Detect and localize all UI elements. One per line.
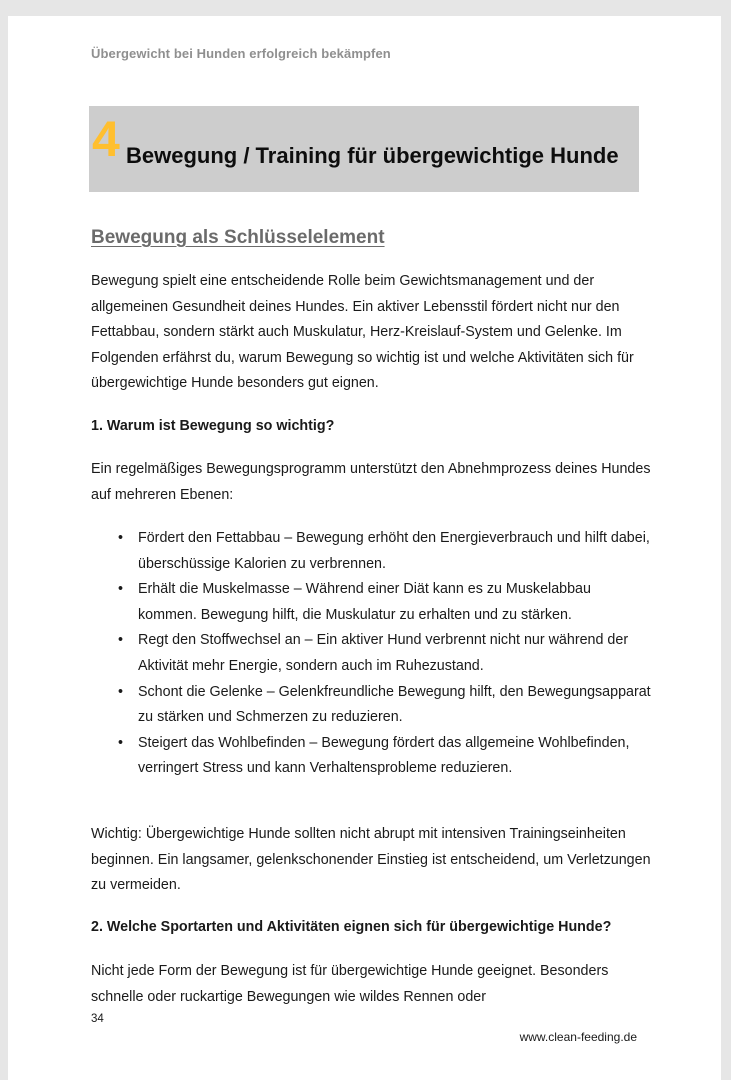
chapter-number: 4	[92, 111, 120, 167]
list-item	[116, 680, 651, 731]
bullet-point: •	[118, 683, 124, 700]
document-page	[8, 16, 721, 1080]
list-item-text: Erhält die Muskelmasse – Während einer Diät kann es zu Muskelabbau kommen. Bewegung hilft, die Muskulatur zu erhalten und zu stärken.	[138, 581, 591, 623]
section-heading: Bewegung als Schlüsselelement	[91, 227, 385, 248]
bullet-point: •	[118, 530, 124, 546]
bullet-point: •	[118, 734, 124, 751]
intro-paragraph: Bewegung spielt eine entscheidende Rolle beim Gewichtsmanagement und der allgemeinen Gesundheit deines Hundes. Ein aktiver Lebensstil fördert nicht nur den Fettabbau, sondern stärkt auch Muskulatur, Herz-Kreislauf-System und Gelenke. Im Folgenden erfährst du, warum Bewegung so wichtig ist und welche Aktivitäten sich für übergewichtige Hunde besonders gut eignen.	[91, 273, 634, 392]
list-item-text: Steigert das Wohlbefinden – Bewegung fördert das allgemeine Wohlbefinden, verringert Stress und kann Verhaltensprobleme reduzieren.	[138, 734, 630, 777]
running-header: Übergewicht bei Hunden erfolgreich bekämpfen	[91, 46, 391, 61]
list-item-text: Regt den Stoffwechsel an – Ein aktiver Hund verbrennt nicht nur während der Aktivität mehr Energie, sondern auch im Ruhezustand.	[138, 632, 629, 674]
bullet-point: •	[118, 581, 124, 598]
activities-paragraph: Nicht jede Form der Bewegung ist für übergewichtige Hunde geeignet. Besonders schnelle oder ruckartige Bewegungen wie wildes Rennen oder	[91, 963, 609, 1005]
benefits-list	[116, 526, 651, 782]
benefits-intro-paragraph: Ein regelmäßiges Bewegungsprogramm unterstützt den Abnehmprozess deines Hundes auf mehreren Ebenen:	[91, 461, 651, 503]
list-item-text: Schont die Gelenke – Gelenkfreundliche Bewegung hilft, den Bewegungsapparat zu stärken und Schmerzen zu reduzieren.	[138, 683, 651, 726]
bullet-point: •	[118, 632, 124, 649]
footer-url: www.clean-feeding.de	[519, 1030, 637, 1044]
chapter-title-box	[89, 106, 639, 192]
list-item	[116, 628, 651, 679]
list-item	[116, 731, 651, 782]
page-number: 34	[91, 1013, 104, 1025]
question-heading-1: 1. Warum ist Bewegung so wichtig?	[91, 418, 335, 434]
warning-paragraph: Wichtig: Übergewichtige Hunde sollten nicht abrupt mit intensiven Trainingseinheiten beginnen. Ein langsamer, gelenkschonender Einstieg ist entscheidend, um Verletzungen zu vermeiden.	[91, 826, 651, 894]
list-item	[116, 577, 651, 628]
question-heading-2: 2. Welche Sportarten und Aktivitäten eignen sich für übergewichtige Hunde?	[91, 919, 612, 935]
list-item	[116, 526, 651, 577]
list-item-text: Fördert den Fettabbau – Bewegung erhöht den Energieverbrauch und hilft dabei, überschüssige Kalorien zu verbrennen.	[138, 530, 650, 572]
chapter-title: Bewegung / Training für übergewichtige Hunde	[126, 143, 619, 168]
